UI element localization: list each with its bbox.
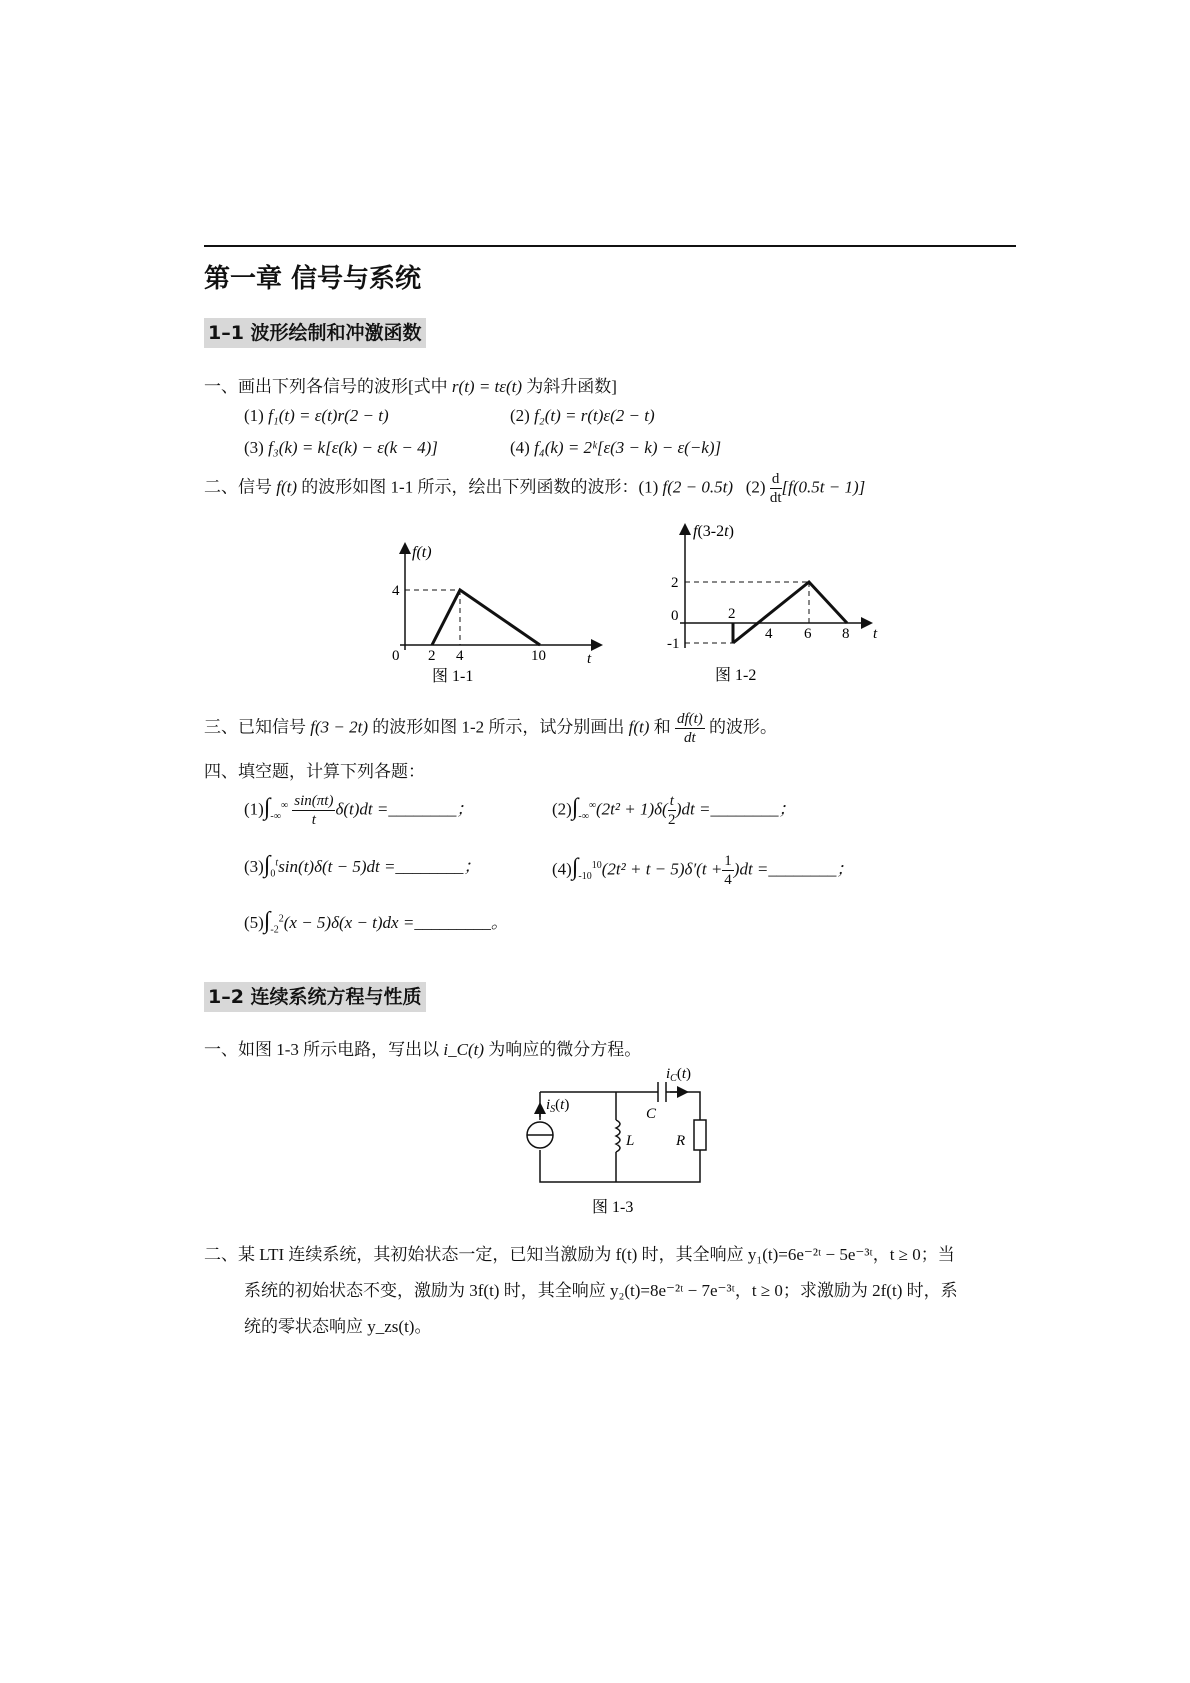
inductor	[616, 1120, 620, 1152]
y-tick-4: 4	[392, 583, 400, 599]
y-tick-2: 2	[671, 575, 679, 591]
waveform	[733, 582, 847, 643]
top-rule	[204, 245, 1016, 247]
y-axis-label: f(t)	[412, 544, 432, 561]
s2-q1-line: 一、如图 1-3 所示电路，写出以 i_C(t) 为响应的微分方程。	[204, 1040, 642, 1059]
waveform	[432, 590, 540, 645]
q1-item-2: (2) f₂(t) = r(t)ε(2 − t)	[510, 406, 655, 425]
y-axis-label: f(3-2t)	[693, 523, 734, 540]
q1-item-1: (1) f₁(t) = ε(t)r(2 − t)	[244, 406, 389, 425]
figure-1-2	[665, 520, 895, 690]
l-label: L	[626, 1133, 635, 1149]
section-1-2-title: 1–2 连续系统方程与性质	[204, 982, 426, 1012]
x-tick-2: 2	[428, 648, 436, 664]
q4-item-3: $(3)\int_0^t\sin(t)\delta(t - 5)dt$ =________；	[244, 852, 481, 880]
resistor	[694, 1120, 706, 1150]
figure-caption: 图 1-2	[715, 667, 757, 684]
q3-line: 三、已知信号 f(3 − 2t) 的波形如图 1-2 所示，试分别画出 f(t) 和 $\frac{df(t)}{dt}$ 的波形。	[204, 711, 778, 746]
chapter-title: 第一章 信号与系统	[204, 264, 422, 294]
top-wire-right	[666, 1092, 700, 1120]
s2-q2-line-3: 统的零状态响应 y_zs(t)。	[244, 1317, 432, 1336]
s2-q2-line-1: 二、某 LTI 连续系统，其初始状态一定，已知当激励为 f(t) 时，其全响应 y₁(t)=6e⁻²ᵗ − 5e⁻³ᵗ，t ≥ 0；当	[204, 1245, 955, 1264]
q2-derivative: $\frac{d}{dt}$	[769, 471, 782, 506]
figure-1-3	[510, 1065, 730, 1230]
figure-1-1	[380, 535, 620, 685]
q4-item-2: $(2)\int_{-\infty}^\infty(2t^2 + 1)\delta$( $\frac{t}{2}$ )dt =________；	[552, 793, 796, 828]
x-tick-4: 4	[765, 626, 773, 642]
bottom-wire	[540, 1150, 700, 1182]
x-axis-label: t	[873, 626, 878, 642]
s2-q2-line-2: 系统的初始状态不变，激励为 3f(t) 时，其全响应 y₂(t)=8e⁻²ᵗ − 7e⁻³ᵗ，t ≥ 0；求激励为 2f(t) 时，系	[244, 1281, 958, 1300]
q2-line: 二、信号 f(t) 的波形如图 1-1 所示，绘出下列函数的波形：(1) f(2 − 0.5t) (2) $\frac{d}{dt}$ [f(0.5t − 1)]	[204, 471, 866, 506]
y-tick-neg1: -1	[667, 636, 680, 652]
x-axis-label: t	[587, 651, 592, 667]
r-label: R	[676, 1133, 686, 1149]
section-1-1-title: 1–1 波形绘制和冲激函数	[204, 318, 426, 348]
q1-item-4: (4) f₄(k) = 2ᵏ[ε(3 − k) − ε(−k)]	[510, 438, 722, 457]
q4-title: 四、填空题，计算下列各题：	[204, 762, 425, 781]
c-label: C	[646, 1106, 657, 1122]
x-tick-8: 8	[842, 626, 850, 642]
origin-label: 0	[392, 648, 400, 664]
x-tick-4: 4	[456, 648, 464, 664]
ic-label: $i_C(t)$	[666, 1066, 692, 1084]
origin-label: 0	[671, 608, 679, 624]
is-label: $i_S(t)$	[546, 1097, 570, 1115]
q1-line: 一、画出下列各信号的波形[式中 r(t) = tε(t) 为斜升函数]	[204, 377, 617, 396]
q3-derivative: $\frac{df(t)}{dt}$	[676, 711, 703, 746]
q4-item-4: $(4)\int_{-10}^{10}(2t^2 + t - 5)\delta'(t$ + $\frac{1}{4}$ )dt =________；	[552, 853, 854, 888]
figure-caption: 图 1-1	[432, 668, 474, 685]
q4-item-5: $(5)\int_{-2}^2(x - 5)\delta(x - t)dx$ =_________。	[244, 908, 508, 936]
figure-caption: 图 1-3	[592, 1199, 634, 1216]
x-tick-10: 10	[531, 648, 546, 664]
q4-item-1: $(1)\int_{-\infty}^\infty$ $\frac{\sin(\pi t)}{t}$ δ(t)dt =________；	[244, 793, 474, 828]
x-tick-2: 2	[728, 606, 736, 622]
x-tick-6: 6	[804, 626, 812, 642]
q1-item-3: (3) f₃(k) = k[ε(k) − ε(k − 4)]	[244, 438, 438, 457]
